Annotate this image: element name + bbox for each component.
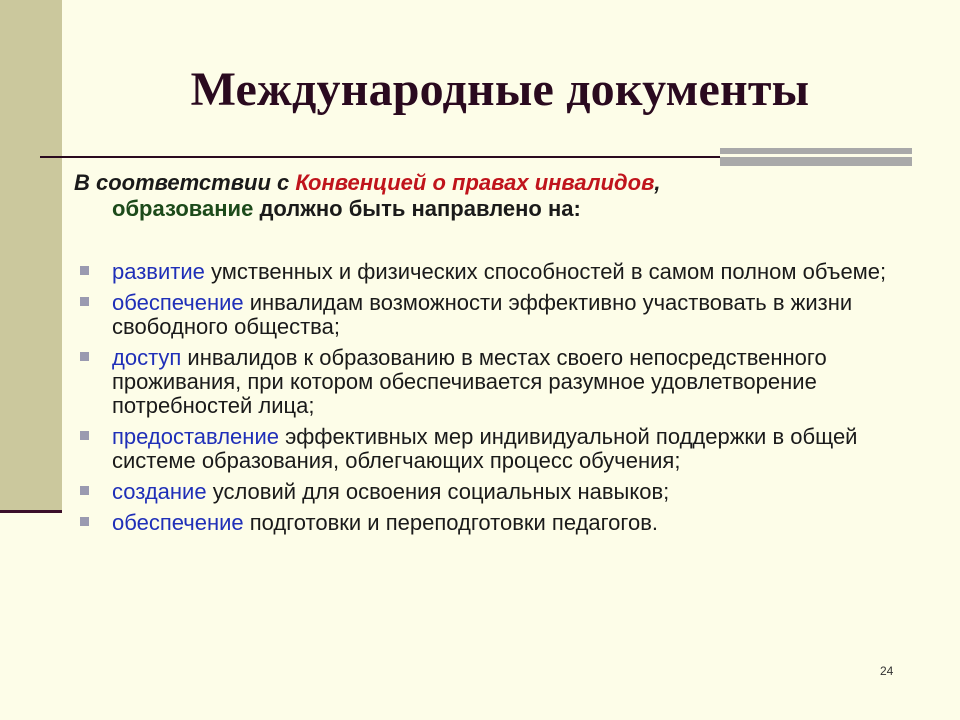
bullet-square-icon: [80, 266, 89, 275]
intro-comma: ,: [654, 170, 661, 195]
education-word: образование: [112, 196, 254, 221]
list-item: [74, 425, 934, 473]
bullet-square-icon: [80, 431, 89, 440]
item-keyword: предоставление: [112, 424, 279, 449]
intro-prefix: В соответствии с: [74, 170, 296, 195]
left-decorative-band: [0, 0, 62, 512]
decorative-gray-bar: [720, 148, 912, 166]
item-keyword: обеспечение: [112, 510, 244, 535]
bullet-square-icon: [80, 486, 89, 495]
item-keyword: доступ: [112, 345, 182, 370]
goals-list: [74, 260, 934, 542]
bullet-square-icon: [80, 297, 89, 306]
bullet-square-icon: [80, 352, 89, 361]
slide-title: Международные документы: [190, 63, 810, 116]
convention-name: Конвенцией о правах инвалидов: [295, 170, 655, 195]
item-keyword: развитие: [112, 259, 205, 284]
item-keyword: обеспечение: [112, 290, 244, 315]
list-item: [74, 346, 934, 418]
list-item: [74, 480, 934, 504]
intro-line-2: [74, 196, 834, 222]
list-item: [74, 291, 934, 339]
item-text: инвалидам возможности эффективно участвовать в жизни свободного общества;: [112, 290, 853, 339]
intro-paragraph: [74, 170, 834, 222]
intro-rest: должно быть направлено на:: [253, 196, 581, 221]
page-number: 24: [880, 664, 894, 678]
item-text: эффективных мер индивидуальной поддержки в общей системе образования, облегчающих процесс обучения;: [112, 424, 858, 473]
item-keyword: создание: [112, 479, 207, 504]
item-text: умственных и физических способностей в самом полном объеме;: [204, 259, 887, 284]
item-text: подготовки и переподготовки педагогов.: [243, 510, 658, 535]
decorative-gray-bar-stripe: [720, 154, 912, 157]
item-text: инвалидов к образованию в местах своего непосредственного проживания, при котором обеспечивается разумное удовлетворение потребностей лица;: [112, 345, 827, 418]
list-item: [74, 260, 934, 284]
left-band-underline: [0, 510, 62, 513]
bullet-square-icon: [80, 517, 89, 526]
list-item: [74, 511, 934, 535]
item-text: условий для освоения социальных навыков;: [206, 479, 670, 504]
